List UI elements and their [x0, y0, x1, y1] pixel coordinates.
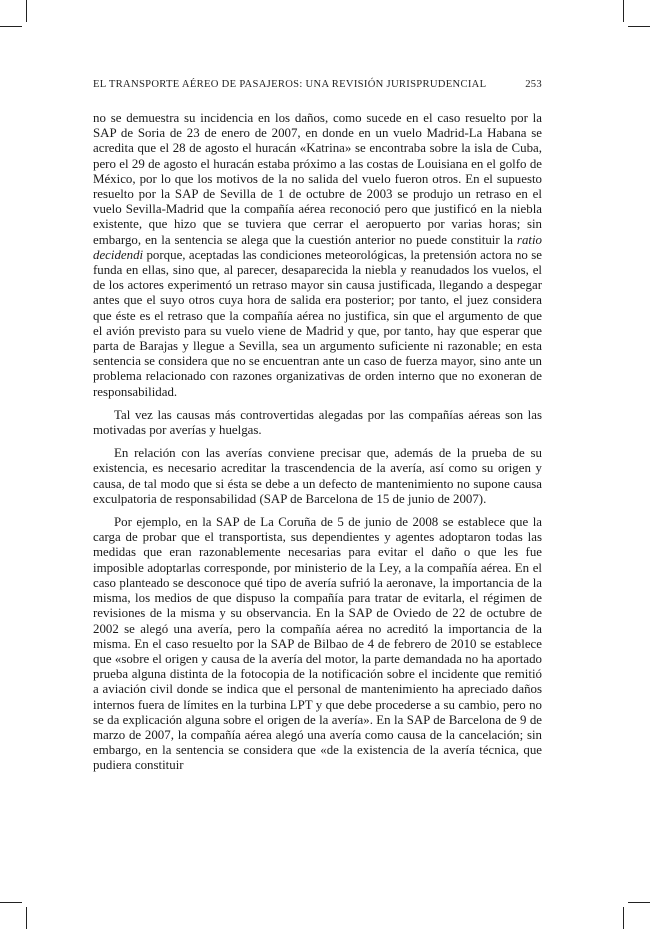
paragraph — [93, 515, 542, 773]
crop-mark-top-left-horizontal — [0, 26, 22, 27]
crop-mark-bottom-right-horizontal — [628, 902, 650, 903]
crop-mark-top-right-vertical — [623, 0, 624, 22]
crop-mark-top-left-vertical — [26, 0, 27, 22]
running-title: EL TRANSPORTE AÉREO DE PASAJEROS: UNA REVISIÓN JURISPRUDENCIAL — [93, 79, 487, 90]
paragraph — [93, 446, 542, 507]
paragraph — [93, 111, 542, 400]
paragraph-text: Por ejemplo, en la SAP de La Coruña de 5 de junio de 2008 se establece que la carga de probar que el transportista, sus dependientes y agentes adoptaron todas las medidas que eran razonablemente necesarias para evitar el daño o que les fue imposible adoptarlas corresponde, por ministerio de la Ley, a la compañía aérea. En el caso planteado se desconoce qué tipo de avería sufrió la aeronave, la importancia de la misma, los medios de que dispuso la compañía para tratar de evitarla, el régimen de revisiones de la misma y su observancia. En la SAP de Oviedo de 22 de octubre de 2002 se alegó una avería, pero la compañía aérea no acreditó la importancia de la misma. En el caso resuelto por la SAP de Bilbao de 4 de febrero de 2010 se establece que «sobre el origen y causa de la avería del motor, la parte demandada no ha aportado prueba alguna distinta de la fotocopia de la notificación sobre el incidente que remitió a aviación civil donde se indica que el personal de mantenimiento ha apreciado daños internos fuera de límites en la turbina LPT y que debe procederse a su cambio, pero no se da explicación alguna sobre el origen de la avería». En la SAP de Barcelona de 9 de marzo de 2007, la compañía aérea alegó una avería como causa de la cancelación; sin embargo, en la sentencia se considera que «de la existencia de la avería técnica, que pudiera constituir — [93, 515, 542, 773]
crop-mark-bottom-left-vertical — [26, 907, 27, 929]
crop-mark-bottom-left-horizontal — [0, 902, 22, 903]
paragraph — [93, 408, 542, 438]
paragraph-text: no se demuestra su incidencia en los daños, como sucede en el caso resuelto por la SAP de Soria de 23 de enero de 2007, en donde en un vuelo Madrid-La Habana se acredita que el 28 de agosto el huracán «Katrina» se encontraba sobre la isla de Cuba, pero el 29 de agosto el huracán estaba próximo a las costas de Louisiana en el golfo de México, por lo que los motivos de la no salida del vuelo fueron otros. En el supuesto resuelto por la SAP de Sevilla de 1 de octubre de 2003 se produjo un retraso en el vuelo Sevilla-Madrid que la compañía aérea reconoció pero que justificó en la niebla existente, que hizo que se tuviera que cerrar el aeropuerto por varias horas; sin embargo, en la sentencia se alega que la cuestión anterior no puede constituir la — [93, 111, 542, 247]
paragraph-text: porque, aceptadas las condiciones meteorológicas, la pretensión actora no se funda en ellas, sino que, al parecer, desaparecida la niebla y reanudados los vuelos, el de los actores experimentó un retraso mayor sin causa justificada, llegando a despegar antes que el suyo otros cuya hora de salida era posterior; por tanto, el juez considera que éste es el retraso que la compañía aérea no justifica, sin que el argumento de que el avión previsto para su vuelo viene de Madrid y que, por tanto, hay que esperar que parta de Barajas y llegue a Sevilla, sea un argumento suficiente ni razonable; en esta sentencia se considera que no se encuentran ante un caso de fuerza mayor, sino ante un problema relacionado con razones organizativas de orden interno que no exoneran de responsabilidad. — [93, 247, 542, 399]
italic-text: ratio decidendi — [93, 232, 542, 262]
crop-mark-top-right-horizontal — [628, 26, 650, 27]
body-text — [93, 111, 542, 782]
page-number: 253 — [525, 79, 542, 90]
crop-mark-bottom-right-vertical — [623, 907, 624, 929]
running-header — [93, 79, 542, 93]
paragraph-text: Tal vez las causas más controvertidas alegadas por las compañías aéreas son las motivadas por averías y huelgas. — [93, 407, 542, 438]
paragraph-text: En relación con las averías conviene precisar que, además de la prueba de su existencia, es necesario acreditar la trascendencia de la avería, así como su origen y causa, de tal modo que si ésta se debe a un defecto de mantenimiento no supone causa exculpatoria de responsabilidad (SAP de Barcelona de 15 de junio de 2007). — [93, 446, 542, 506]
